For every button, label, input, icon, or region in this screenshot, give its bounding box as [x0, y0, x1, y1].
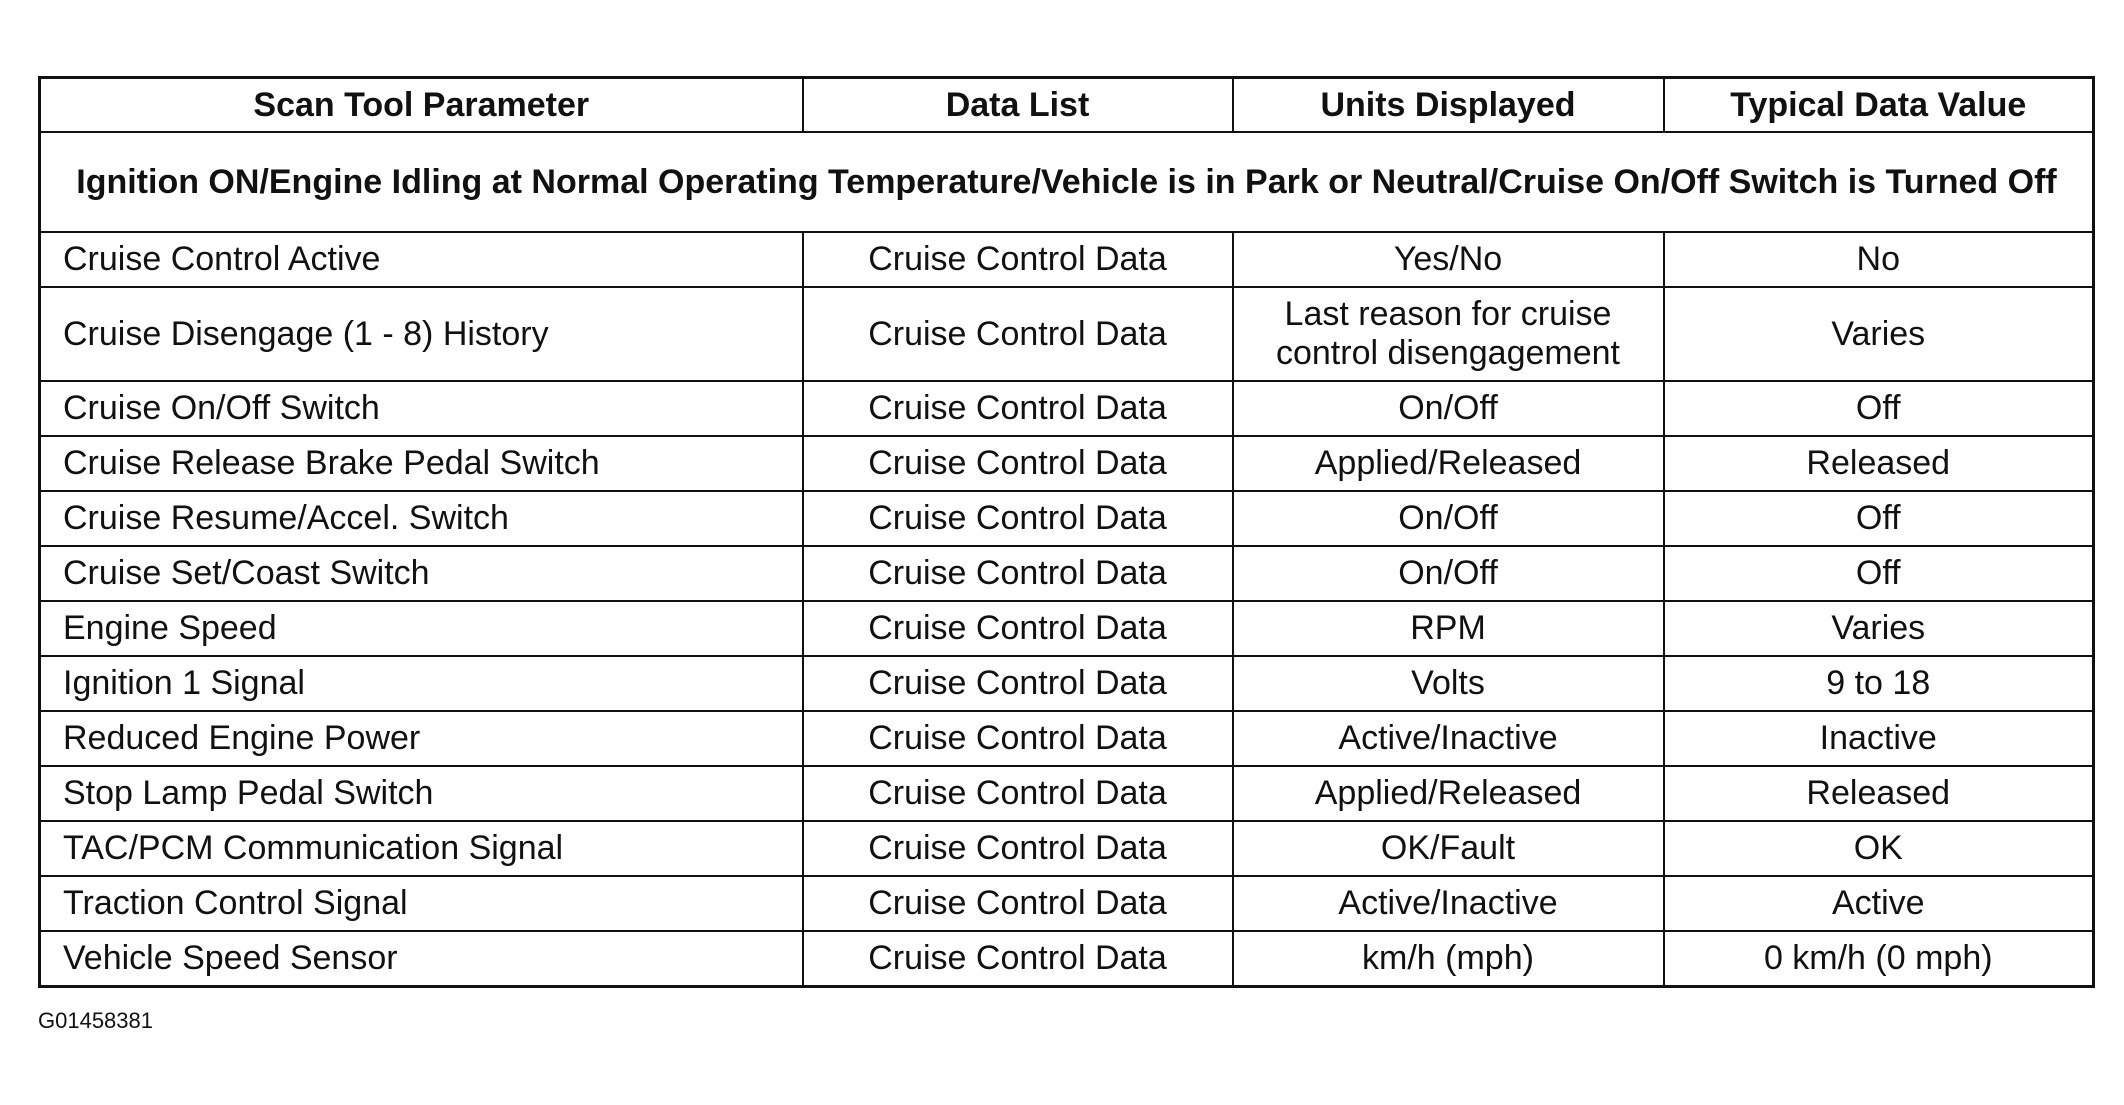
data-list-cell: Cruise Control Data	[803, 931, 1233, 987]
units-cell: On/Off	[1233, 381, 1664, 436]
data-list-cell: Cruise Control Data	[803, 546, 1233, 601]
typical-value-cell: 9 to 18	[1664, 656, 2094, 711]
data-list-cell: Cruise Control Data	[803, 601, 1233, 656]
table-row	[40, 766, 2094, 821]
data-list-cell: Cruise Control Data	[803, 711, 1233, 766]
typical-value-cell: Active	[1664, 876, 2094, 931]
header-typical-data-value: Typical Data Value	[1664, 78, 2094, 133]
data-list-cell: Cruise Control Data	[803, 232, 1233, 287]
operating-condition: Ignition ON/Engine Idling at Normal Operating Temperature/Vehicle is in Park or Neutral/Cruise On/Off Switch is Turned Off	[40, 132, 2094, 232]
units-cell: Active/Inactive	[1233, 876, 1664, 931]
table-row	[40, 287, 2094, 381]
parameter-cell: Engine Speed	[40, 601, 803, 656]
data-list-cell: Cruise Control Data	[803, 436, 1233, 491]
typical-value-cell: Released	[1664, 766, 2094, 821]
parameter-cell: Cruise On/Off Switch	[40, 381, 803, 436]
parameter-cell: TAC/PCM Communication Signal	[40, 821, 803, 876]
data-list-cell: Cruise Control Data	[803, 491, 1233, 546]
parameter-cell: Cruise Resume/Accel. Switch	[40, 491, 803, 546]
typical-value-cell: OK	[1664, 821, 2094, 876]
parameter-cell: Cruise Control Active	[40, 232, 803, 287]
scan-tool-data-table	[38, 76, 2095, 988]
units-cell: RPM	[1233, 601, 1664, 656]
header-units-displayed: Units Displayed	[1233, 78, 1664, 133]
figure-id: G01458381	[38, 1008, 153, 1033]
typical-value-cell: Released	[1664, 436, 2094, 491]
table-row	[40, 711, 2094, 766]
table-row	[40, 876, 2094, 931]
units-cell: Yes/No	[1233, 232, 1664, 287]
table-row	[40, 821, 2094, 876]
table-row	[40, 381, 2094, 436]
table-header-row	[40, 78, 2094, 133]
parameter-cell: Ignition 1 Signal	[40, 656, 803, 711]
table-row	[40, 656, 2094, 711]
table-row	[40, 601, 2094, 656]
data-list-cell: Cruise Control Data	[803, 381, 1233, 436]
typical-value-cell: 0 km/h (0 mph)	[1664, 931, 2094, 987]
units-cell: Volts	[1233, 656, 1664, 711]
typical-value-cell: Varies	[1664, 601, 2094, 656]
data-list-cell: Cruise Control Data	[803, 876, 1233, 931]
data-list-cell: Cruise Control Data	[803, 287, 1233, 381]
table-row	[40, 931, 2094, 987]
parameter-cell: Reduced Engine Power	[40, 711, 803, 766]
table-row	[40, 436, 2094, 491]
units-cell: Last reason for cruise control disengagement	[1233, 287, 1664, 381]
parameter-cell: Traction Control Signal	[40, 876, 803, 931]
table-row	[40, 546, 2094, 601]
units-cell: Applied/Released	[1233, 436, 1664, 491]
header-scan-tool-parameter: Scan Tool Parameter	[40, 78, 803, 133]
typical-value-cell: Off	[1664, 546, 2094, 601]
typical-value-cell: No	[1664, 232, 2094, 287]
typical-value-cell: Off	[1664, 491, 2094, 546]
data-list-cell: Cruise Control Data	[803, 766, 1233, 821]
units-cell: OK/Fault	[1233, 821, 1664, 876]
table-row	[40, 491, 2094, 546]
typical-value-cell: Varies	[1664, 287, 2094, 381]
typical-value-cell: Inactive	[1664, 711, 2094, 766]
parameter-cell: Cruise Release Brake Pedal Switch	[40, 436, 803, 491]
units-cell: km/h (mph)	[1233, 931, 1664, 987]
parameter-cell: Cruise Disengage (1 - 8) History	[40, 287, 803, 381]
units-cell: On/Off	[1233, 491, 1664, 546]
table-row	[40, 232, 2094, 287]
typical-value-cell: Off	[1664, 381, 2094, 436]
units-cell: On/Off	[1233, 546, 1664, 601]
parameter-cell: Stop Lamp Pedal Switch	[40, 766, 803, 821]
data-list-cell: Cruise Control Data	[803, 656, 1233, 711]
units-cell: Active/Inactive	[1233, 711, 1664, 766]
data-list-cell: Cruise Control Data	[803, 821, 1233, 876]
parameter-cell: Cruise Set/Coast Switch	[40, 546, 803, 601]
header-data-list: Data List	[803, 78, 1233, 133]
parameter-cell: Vehicle Speed Sensor	[40, 931, 803, 987]
units-cell: Applied/Released	[1233, 766, 1664, 821]
condition-row	[40, 132, 2094, 232]
